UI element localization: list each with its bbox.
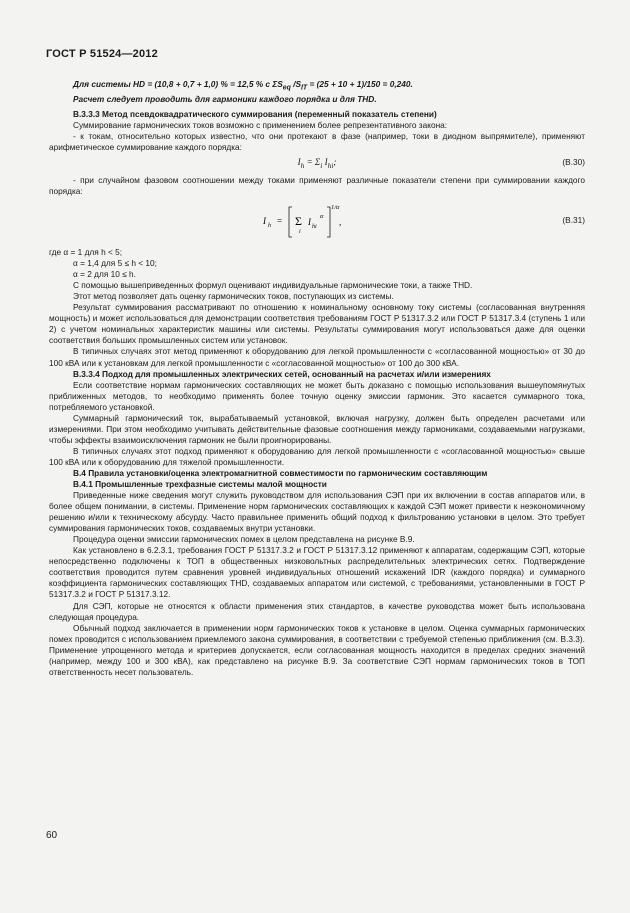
section-heading-b334: B.3.3.4 Подход для промышленных электрических сетей, основанный на расчетах и/или измерениях: [73, 368, 491, 379]
where-line: α = 2 для 10 ≤ h.: [73, 269, 136, 280]
section-heading-b41: B.4.1 Промышленные трехфазные системы малой мощности: [73, 479, 327, 490]
document-header: ГОСТ Р 51524—2012: [46, 48, 158, 60]
paragraph: Процедура оценки эмиссии гармонических помех в целом представлена на рисунке B.9.: [73, 534, 415, 545]
formula-equals: =: [277, 216, 283, 227]
formula-b30: $I_h = \Sigma_i$ $I_{hi}$; (B.30): [297, 156, 585, 170]
section-heading-b4: B.4 Правила установки/оценка электромагнитной совместимости по гармоническим составляющим: [73, 467, 488, 478]
paragraph: Обычный подход заключается в применении норм гармонических токов к установке в целом. Оценка суммарных гармонических помех проводится с использованием приемлемого закона суммирования, в соответствии с требуемой степенью приближения (см. B.3.3). Применение упрощенного метода и критериев допускается, если согласованная мощность находится в пределах средних значений (например, между 100 и 300 кВА), как представлено на рисунке B.9. За соответствие СЭП нормам гармонических токов в ТОП ответственность несет пользователь.: [49, 622, 585, 677]
example-note-line2: Расчет следует проводить для гармоники каждого порядка и для THD.: [73, 93, 377, 104]
paragraph: Суммарный гармонический ток, вырабатываемый установкой, включая нагрузку, должен быть определен расчетами или измерениями. При этом необходимо учитывать действительные фазовые соотношения между гармониками, создаваемыми нагрузками, чтобы эффекты взаимоисключения гармоник не были проигнорированы.: [49, 412, 585, 445]
formula-b31: [49, 197, 585, 247]
paragraph: С помощью вышеприведенных формул оценивают индивидуальные гармонические токи, а также THD.: [73, 280, 473, 291]
where-line: где α = 1 для h < 5;: [49, 247, 123, 258]
paragraph: Для СЭП, которые не относятся к области применения этих стандартов, в качестве руководства может быть использована следующая процедура.: [49, 600, 585, 622]
formula-b31-graphic: [259, 199, 409, 245]
formula-lhs: I: [263, 216, 266, 227]
formula-term: I: [308, 217, 311, 228]
paragraph: Приведенные ниже сведения могут служить руководством для использования СЭП при их включении в состав аппаратов или, в более общем понимании, в системы. Применение норм гармонических составляющих к каждой СЭП может привести к неэкономичному решению и/или к техническому абсурду. Часто правильнее применить общий подход к фильтрованию установки в целом. Это требует суммирования гармонических токов, создаваемых внутри установки.: [49, 490, 585, 534]
paragraph: - при случайном фазовом соотношении между токами применяют различные показатели степени при суммировании каждого порядка:: [49, 174, 585, 196]
section-heading-b333: B.3.3.3 Метод псевдоквадратического суммирования (переменный показатель степени): [73, 108, 437, 119]
left-bracket: [289, 207, 292, 237]
paragraph: Этот метод позволяет дать оценку гармонических токов, поступающих из системы.: [73, 291, 394, 302]
formula-outer-exp: 1/α: [331, 204, 340, 212]
sum-symbol: Σ: [295, 214, 302, 229]
paragraph: Суммирование гармонических токов возможно с применением более репрезентативного закона:: [73, 119, 448, 130]
paragraph: Результат суммирования рассматривают по отношению к номинальному основному току системы (согласованная внутренняя мощность) и может использоваться для демонстрации соответствия требованиям ГОСТ Р 51317.3.2 или ГОСТ Р 51317.3.4 (ступень 1 или 2) с учетом номинальных характеристик машины или системы. Результаты суммирования могут использоваться даже для оценки соответствия больших промышленных систем или установок.: [49, 302, 585, 346]
page-number: 60: [46, 830, 58, 841]
right-bracket: [327, 207, 330, 237]
equation-number: (B.31): [562, 215, 585, 226]
formula-comma: ,: [339, 217, 342, 228]
sum-index: i: [299, 229, 301, 236]
example-note-line1: Для системы HD = (10,8 + 0,7 + 1,0) % = 12,5 % с $\Sigma S_{eq}$ $/S_{IT} = (25 + 10 + 1)/150 = 0,240$.: [73, 79, 413, 92]
formula-term-sub: hi: [312, 224, 317, 231]
equation-number: (B.30): [562, 156, 585, 167]
paragraph: В типичных случаях этот подход применяют к оборудованию для легкой промышленности с «согласованной мощностью» свыше 100 кВА или к оборудованию для тяжелой промышленности.: [49, 445, 585, 467]
paragraph: Как установлено в 6.2.3.1, требования ГОСТ Р 51317.3.2 и ГОСТ Р 51317.3.12 применяют к аппаратам, содержащим СЭП, которые непосредственно подключены к ТОП в общественных низковольтных распределительных электрических сетях. Подтверждение соответствия проводится путем сравнения уровней индивидуальных отношений искажений IDR (каждого порядка) и суммарного коэффициента гармонических составляющих THD, создаваемых аппаратом или системой, с требованиями, установленными в ГОСТ Р 51317.3.2 и ГОСТ Р 51317.3.12.: [49, 545, 585, 600]
formula-lhs-sub: h: [268, 223, 271, 230]
paragraph: Если соответствие нормам гармонических составляющих не может быть доказано с помощью использования вышеупомянутых приближенных методов, то необходимо применять более точную оценку эмиссии гармоник. Это касается суммарного тока, потребляемого установкой.: [49, 379, 585, 412]
formula-term-exp: α: [320, 213, 324, 221]
paragraph: В типичных случаях этот метод применяют к оборудованию для легкой промышленности с «согласованной мощностью» от 30 до 100 кВА или к установкам для легкой промышленности с «согласованной мощностью» от 100 до 300 кВА.: [49, 346, 585, 368]
where-line: α = 1,4 для 5 ≤ h < 10;: [73, 258, 157, 269]
page-body: [49, 79, 585, 678]
paragraph: - к токам, относительно которых известно, что они протекают в фазе (например, токи в диодном выпрямителе), применяют арифметическое суммирование каждого порядка:: [49, 130, 585, 152]
